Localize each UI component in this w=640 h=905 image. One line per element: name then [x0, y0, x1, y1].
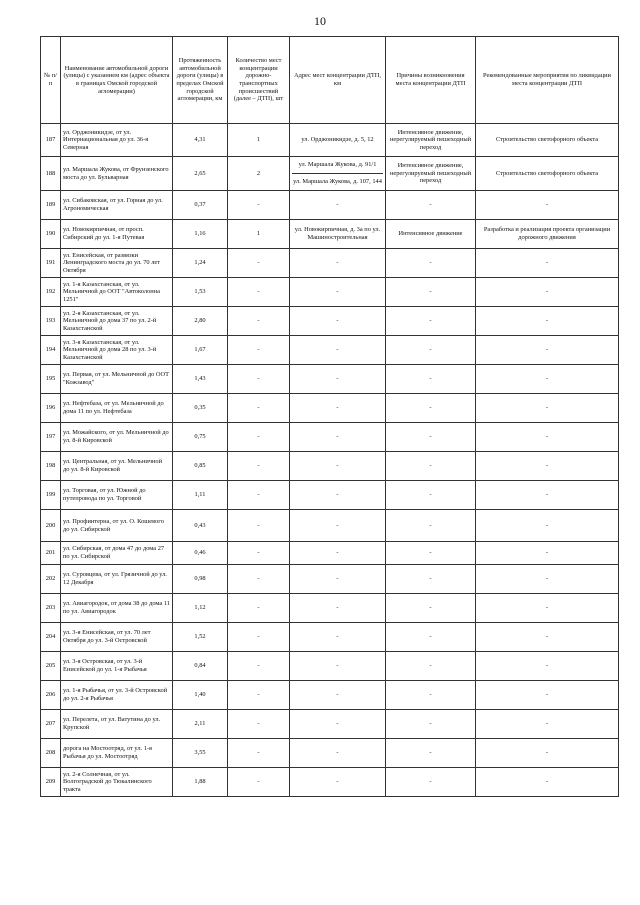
address-cell: -	[290, 542, 386, 565]
reason-cell: Интенсивное движение, нерегулируемый пешеходный переход	[386, 157, 476, 191]
reason-cell: -	[386, 510, 476, 542]
header-reasons: Причины возникновения места концентрации ДТП	[386, 37, 476, 124]
reason-cell: -	[386, 249, 476, 278]
reason-cell: Интенсивное движение	[386, 220, 476, 249]
measure-cell: -	[476, 481, 619, 510]
address-cell: ул. Новокирпичная, д. 3а по ул. Машиностроительная	[290, 220, 386, 249]
table-row	[41, 481, 619, 510]
length-cell: 1,88	[173, 768, 228, 797]
row-number: 199	[41, 481, 61, 510]
header-road: Наименование автомобильной дороги (улицы) с указанием км (адрес объекта в границах Омской городской агломерации)	[61, 37, 173, 124]
address-cell	[290, 157, 386, 191]
measure-cell: -	[476, 594, 619, 623]
reason-cell: -	[386, 652, 476, 681]
address-cell: -	[290, 307, 386, 336]
length-cell: 1,43	[173, 365, 228, 394]
measure-cell: -	[476, 652, 619, 681]
road-name-cell: ул. Енисейская, от развязки Ленинградского моста до ул. 70 лет Октября	[61, 249, 173, 278]
table-row	[41, 594, 619, 623]
reason-cell: -	[386, 681, 476, 710]
measure-cell: -	[476, 565, 619, 594]
measure-cell: -	[476, 307, 619, 336]
reason-cell: -	[386, 623, 476, 652]
address-line-2: ул. Маршала Жукова, д. 107, 144	[292, 173, 383, 190]
table-row	[41, 191, 619, 220]
length-cell: 2,11	[173, 710, 228, 739]
measure-cell: -	[476, 710, 619, 739]
count-cell: -	[228, 365, 290, 394]
table-row	[41, 768, 619, 797]
row-number: 209	[41, 768, 61, 797]
reason-cell: -	[386, 452, 476, 481]
road-name-cell: ул. Маршала Жукова, от Фрунзенского моста до ул. Бульварная	[61, 157, 173, 191]
count-cell: -	[228, 623, 290, 652]
table-row	[41, 307, 619, 336]
address-cell: -	[290, 652, 386, 681]
road-name-cell: ул. 3-я Островская, от ул. 3-й Енисейской до ул. 1-я Рыбачья	[61, 652, 173, 681]
row-number: 195	[41, 365, 61, 394]
row-number: 193	[41, 307, 61, 336]
count-cell: 1	[228, 220, 290, 249]
length-cell: 0,98	[173, 565, 228, 594]
address-cell: -	[290, 394, 386, 423]
address-cell: -	[290, 768, 386, 797]
table-row	[41, 542, 619, 565]
page-number: 10	[314, 14, 326, 28]
row-number: 208	[41, 739, 61, 768]
reason-cell: -	[386, 365, 476, 394]
table-row	[41, 394, 619, 423]
row-number: 194	[41, 336, 61, 365]
header-count: Количество мест концентрации дорожно-транспортных происшествий (далее – ДТП), шт	[228, 37, 290, 124]
table-row	[41, 365, 619, 394]
road-name-cell: ул. Новокирпичная, от просп. Сибирский до ул. 1-я Путевая	[61, 220, 173, 249]
count-cell: -	[228, 739, 290, 768]
length-cell: 3,55	[173, 739, 228, 768]
road-name-cell: ул. Торговая, от ул. Южной до путепровода по ул. Торговой	[61, 481, 173, 510]
count-cell: -	[228, 481, 290, 510]
address-cell: -	[290, 191, 386, 220]
count-cell: -	[228, 510, 290, 542]
road-name-cell: ул. 1-я Казахстанская, от ул. Мельничной до ООТ "Автоколонна 1251"	[61, 278, 173, 307]
row-number: 188	[41, 157, 61, 191]
count-cell: -	[228, 565, 290, 594]
measure-cell: -	[476, 768, 619, 797]
reason-cell: -	[386, 542, 476, 565]
reason-cell: -	[386, 739, 476, 768]
address-cell: -	[290, 594, 386, 623]
reason-cell: -	[386, 336, 476, 365]
table-row	[41, 681, 619, 710]
address-cell: -	[290, 510, 386, 542]
reason-cell: -	[386, 278, 476, 307]
reason-cell: -	[386, 565, 476, 594]
address-line-1: ул. Маршала Жукова, д. 91/1	[298, 161, 377, 169]
road-name-cell: ул. Авиагородок, от дома 38 до дома 11 по ул. Авиагородок	[61, 594, 173, 623]
table-row	[41, 710, 619, 739]
header-length: Протяженность автомобильной дороги (улицы) в пределах Омской городской агломерации, км	[173, 37, 228, 124]
measure-cell: Строительство светофорного объекта	[476, 157, 619, 191]
road-name-cell: ул. Орджоникидзе, от ул. Интернациональная до ул. 36-я Северная	[61, 124, 173, 157]
road-name-cell: ул. Сибирская, от дома 47 до дома 27 по ул. Сибирской	[61, 542, 173, 565]
road-name-cell: ул. Центральная, от ул. Мельничной до ул. 8-й Кировской	[61, 452, 173, 481]
length-cell: 1,53	[173, 278, 228, 307]
table-row	[41, 249, 619, 278]
table-row	[41, 739, 619, 768]
length-cell: 2,80	[173, 307, 228, 336]
road-name-cell: ул. Перелета, от ул. Ватутина до ул. Крупской	[61, 710, 173, 739]
row-number: 200	[41, 510, 61, 542]
reason-cell: -	[386, 710, 476, 739]
length-cell: 0,46	[173, 542, 228, 565]
row-number: 207	[41, 710, 61, 739]
measure-cell: -	[476, 423, 619, 452]
length-cell: 1,40	[173, 681, 228, 710]
address-cell: -	[290, 565, 386, 594]
count-cell: -	[228, 278, 290, 307]
measure-cell: -	[476, 394, 619, 423]
reason-cell: -	[386, 394, 476, 423]
address-cell: -	[290, 739, 386, 768]
row-number: 201	[41, 542, 61, 565]
table-row	[41, 157, 619, 191]
row-number: 187	[41, 124, 61, 157]
count-cell: -	[228, 681, 290, 710]
count-cell: -	[228, 652, 290, 681]
count-cell: 1	[228, 124, 290, 157]
address-cell: -	[290, 623, 386, 652]
reason-cell: -	[386, 307, 476, 336]
address-cell: -	[290, 681, 386, 710]
address-cell: -	[290, 710, 386, 739]
reason-cell: Интенсивное движение, нерегулируемый пешеходный переход	[386, 124, 476, 157]
count-cell: -	[228, 710, 290, 739]
address-cell: -	[290, 249, 386, 278]
address-cell: -	[290, 336, 386, 365]
row-number: 205	[41, 652, 61, 681]
count-cell: -	[228, 249, 290, 278]
measure-cell: Разработка и реализация проекта организации дорожного движения	[476, 220, 619, 249]
count-cell: 2	[228, 157, 290, 191]
measure-cell: -	[476, 336, 619, 365]
address-cell: ул. Орджоникидзе, д. 5, 12	[290, 124, 386, 157]
row-number: 197	[41, 423, 61, 452]
measure-cell: -	[476, 542, 619, 565]
row-number: 206	[41, 681, 61, 710]
count-cell: -	[228, 191, 290, 220]
reason-cell: -	[386, 423, 476, 452]
row-number: 198	[41, 452, 61, 481]
length-cell: 0,75	[173, 423, 228, 452]
length-cell: 2,65	[173, 157, 228, 191]
reason-cell: -	[386, 191, 476, 220]
count-cell: -	[228, 594, 290, 623]
header-num: № п/п	[41, 37, 61, 124]
measure-cell: Строительство светофорного объекта	[476, 124, 619, 157]
length-cell: 0,85	[173, 452, 228, 481]
length-cell: 0,35	[173, 394, 228, 423]
road-name-cell: ул. 3-я Енисейская, от ул. 70 лет Октября до ул. 3-й Островской	[61, 623, 173, 652]
road-name-cell: дорога на Мостоотряд, от ул. 1-я Рыбачья до ул. Мостоотряд	[61, 739, 173, 768]
table-header-row	[41, 37, 619, 124]
measure-cell: -	[476, 278, 619, 307]
row-number: 204	[41, 623, 61, 652]
table-row	[41, 336, 619, 365]
table-row	[41, 652, 619, 681]
row-number: 189	[41, 191, 61, 220]
row-number: 192	[41, 278, 61, 307]
address-cell: -	[290, 365, 386, 394]
reason-cell: -	[386, 594, 476, 623]
count-cell: -	[228, 423, 290, 452]
table-row	[41, 510, 619, 542]
road-name-cell: ул. 2-я Казахстанская, от ул. Мельничной до дома 37 по ул. 2-й Казахстанской	[61, 307, 173, 336]
length-cell: 0,37	[173, 191, 228, 220]
road-name-cell: ул. 3-я Казахстанская, от ул. Мельничной до дома 28 по ул. 3-й Казахстанской	[61, 336, 173, 365]
length-cell: 1,52	[173, 623, 228, 652]
count-cell: -	[228, 394, 290, 423]
length-cell: 0,43	[173, 510, 228, 542]
length-cell: 4,31	[173, 124, 228, 157]
count-cell: -	[228, 307, 290, 336]
row-number: 190	[41, 220, 61, 249]
table-row	[41, 124, 619, 157]
row-number: 196	[41, 394, 61, 423]
road-name-cell: ул. Можайского, от ул. Мельничной до ул. 8-й Кировской	[61, 423, 173, 452]
road-name-cell: ул. 1-я Рыбачья, от ул. 3-й Островской до ул. 2-я Рыбачья	[61, 681, 173, 710]
length-cell: 1,11	[173, 481, 228, 510]
measure-cell: -	[476, 365, 619, 394]
row-number: 202	[41, 565, 61, 594]
address-cell: -	[290, 452, 386, 481]
measure-cell: -	[476, 623, 619, 652]
reason-cell: -	[386, 768, 476, 797]
accident-registry-table	[40, 36, 619, 797]
measure-cell: -	[476, 739, 619, 768]
road-name-cell: ул. Нефтебаза, от ул. Мельничной до дома 11 по ул. Нефтебаза	[61, 394, 173, 423]
measure-cell: -	[476, 191, 619, 220]
address-cell: -	[290, 278, 386, 307]
count-cell: -	[228, 768, 290, 797]
length-cell: 1,12	[173, 594, 228, 623]
road-name-cell: ул. Суровцева, от ул. Грязичной до ул. 12 Декабря	[61, 565, 173, 594]
length-cell: 1,67	[173, 336, 228, 365]
count-cell: -	[228, 336, 290, 365]
table-row	[41, 278, 619, 307]
road-name-cell: ул. Сибаковская, от ул. Горная до ул. Агрономическая	[61, 191, 173, 220]
count-cell: -	[228, 452, 290, 481]
length-cell: 1,16	[173, 220, 228, 249]
table-row	[41, 452, 619, 481]
count-cell: -	[228, 542, 290, 565]
header-address: Адрес мест концентрации ДТП, км	[290, 37, 386, 124]
row-number: 203	[41, 594, 61, 623]
table-row	[41, 423, 619, 452]
table-row	[41, 623, 619, 652]
address-cell: -	[290, 423, 386, 452]
row-number: 191	[41, 249, 61, 278]
address-cell: -	[290, 481, 386, 510]
table-row	[41, 220, 619, 249]
header-measures: Рекомендованные мероприятия по ликвидации места концентрации ДТП	[476, 37, 619, 124]
measure-cell: -	[476, 452, 619, 481]
measure-cell: -	[476, 681, 619, 710]
road-name-cell: ул. Профинтерна, от ул. О. Кошевого до ул. Сибирской	[61, 510, 173, 542]
road-name-cell: ул. 2-я Солнечная, от ул. Волгоградской до Тюкалинского тракта	[61, 768, 173, 797]
measure-cell: -	[476, 249, 619, 278]
road-name-cell: ул. Первая, от ул. Мельничной до ООТ "Кожзавод"	[61, 365, 173, 394]
measure-cell: -	[476, 510, 619, 542]
length-cell: 1,24	[173, 249, 228, 278]
length-cell: 0,84	[173, 652, 228, 681]
reason-cell: -	[386, 481, 476, 510]
table-row	[41, 565, 619, 594]
